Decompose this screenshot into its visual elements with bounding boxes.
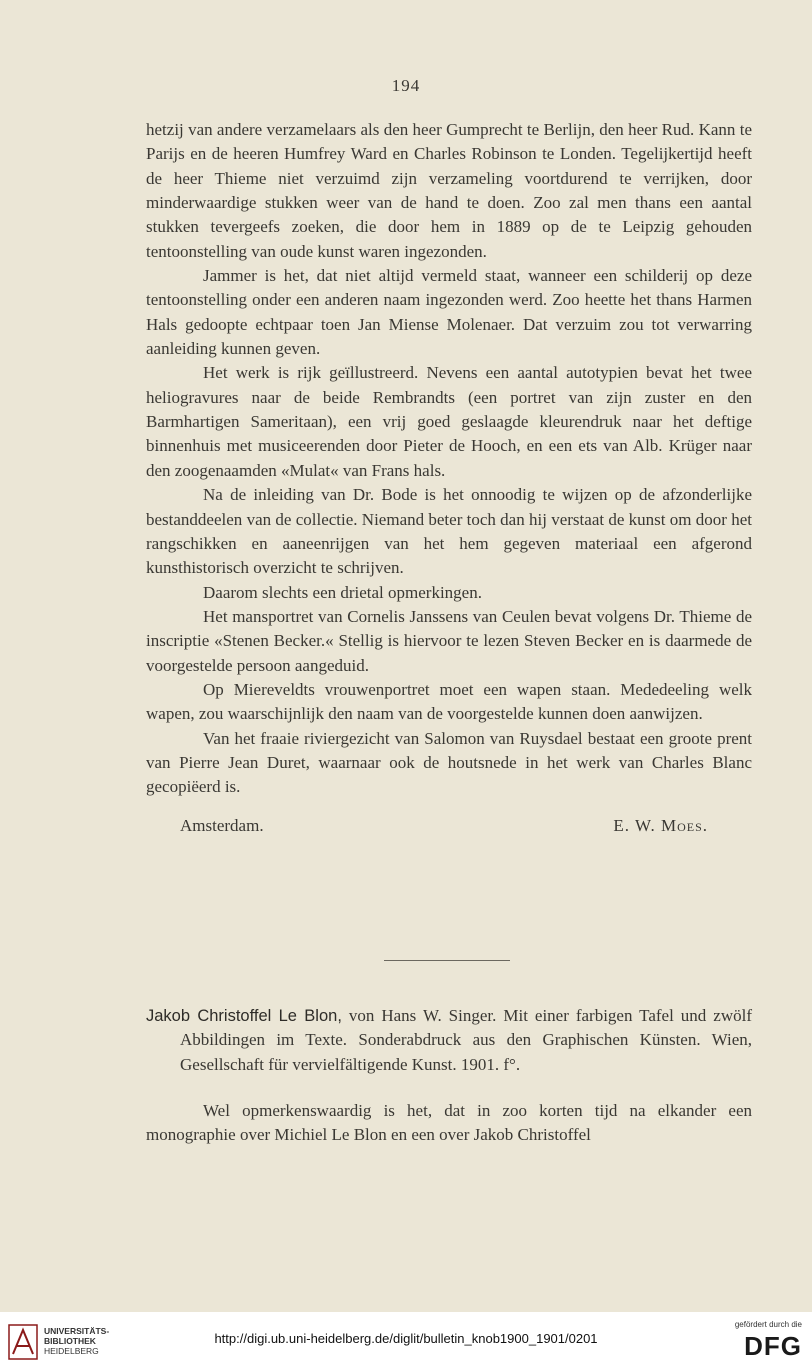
book-title: Jakob Christoffel Le Blon, <box>146 1007 342 1025</box>
institution-line: UNIVERSITÄTS- <box>44 1326 110 1336</box>
bibliographic-entry <box>146 1004 752 1077</box>
dfg-logo: DFG <box>744 1331 802 1361</box>
footer-bar <box>0 1312 812 1371</box>
article-body <box>146 118 752 838</box>
funder-note: gefördert durch die <box>734 1320 802 1329</box>
source-url-link[interactable]: http://digi.ub.uni-heidelberg.de/diglit/bulletin_knob1900_1901/0201 <box>214 1331 598 1346</box>
paragraph: Van het fraaie riviergezicht van Salomon van Ruysdael bestaat een groote prent van Pierre Jean Duret, waarnaar ook de houtsnede in het werk van Charles Blanc gecopiëerd is. <box>146 728 752 797</box>
page-number: 194 <box>391 76 421 95</box>
paragraph: Daarom slechts een drietal opmerkingen. <box>203 582 482 602</box>
funder-block <box>735 1320 802 1361</box>
bibliographic-details: von Hans W. Singer. Mit einer farbigen Tafel und zwölf Abbildingen im Texte. Sonderabdruck aus den Graphischen Künsten. Wien, Gesellschaft für vervielfältigende Kunst. 1901. f°. <box>180 1006 752 1074</box>
review-section <box>146 1004 752 1148</box>
paragraph: Na de inleiding van Dr. Bode is het onnoodig te wijzen op de afzonderlijke bestanddeelen van de collectie. Niemand beter toch dan hij verstaat de kunst om door het rangschikken en aaneenrijgen van het hem gegeven materiaal een afgerond kunsthistorisch overzicht te schrijven. <box>146 485 752 578</box>
section-divider <box>384 960 510 961</box>
signature-author: E. W. Moes. <box>613 815 708 835</box>
signature-line <box>146 814 752 838</box>
paragraph: hetzij van andere verzamelaars als den heer Gumprecht te Berlijn, den heer Rud. Kann te Parijs en de heeren Humfrey Ward en Charles Robinson te Londen. Tegelijkertijd heeft de heer Thieme niet verzuimd zijn verzameling voortdurend te verrijken, door minderwaardige stukken weer van de hand te doen. Zoo zal men thans een aantal stukken tevergeefs zoeken, die door hem in 1889 op de te Leipzig gehouden tentoonstelling van oude kunst waren ingezonden. <box>146 120 752 261</box>
paragraph: Het mansportret van Cornelis Janssens van Ceulen bevat volgens Dr. Thieme de inscriptie «Stenen Becker.« Stellig is hiervoor te lezen Steven Becker en is daarmede de voorgestelde persoon aangeduid. <box>146 606 752 675</box>
paragraph: Het werk is rijk geïllustreerd. Nevens een aantal autotypien bevat het twee heliogravures naar de beide Rembrandts (een portret van zijn zuster en den Barmhartigen Sameritaan), een vrij goed geslaagde kleurendruk naar het deftige binnenhuis met musiceerenden door Pieter de Hooch, en een ets van Alb. Krüger naar den zoogenaamden «Mulat« van Frans hals. <box>146 363 752 480</box>
institution-line: BIBLIOTHEK <box>44 1336 96 1346</box>
institution-line: HEIDELBERG <box>44 1346 99 1356</box>
review-paragraph: Wel opmerkenswaardig is het, dat in zoo korten tijd na elkander een monographie over Michiel Le Blon en een over Jakob Christoffel <box>146 1101 752 1145</box>
paragraph: Jammer is het, dat niet altijd vermeld staat, wanneer een schilderij op deze tentoonstelling onder een anderen naam ingezonden werd. Zoo heette het thans Harmen Hals gedoopte echtpaar toen Jan Miense Molenaer. Dat verzuim zou tot verwarring aanleiding kunnen geven. <box>146 266 752 359</box>
signature-place: Amsterdam. <box>180 815 264 835</box>
paragraph: Op Miereveldts vrouwenportret moet een wapen staan. Mededeeling welk wapen, zou waarschijnlijk den naam van de voorgestelde kunnen doen aanwijzen. <box>146 679 752 724</box>
